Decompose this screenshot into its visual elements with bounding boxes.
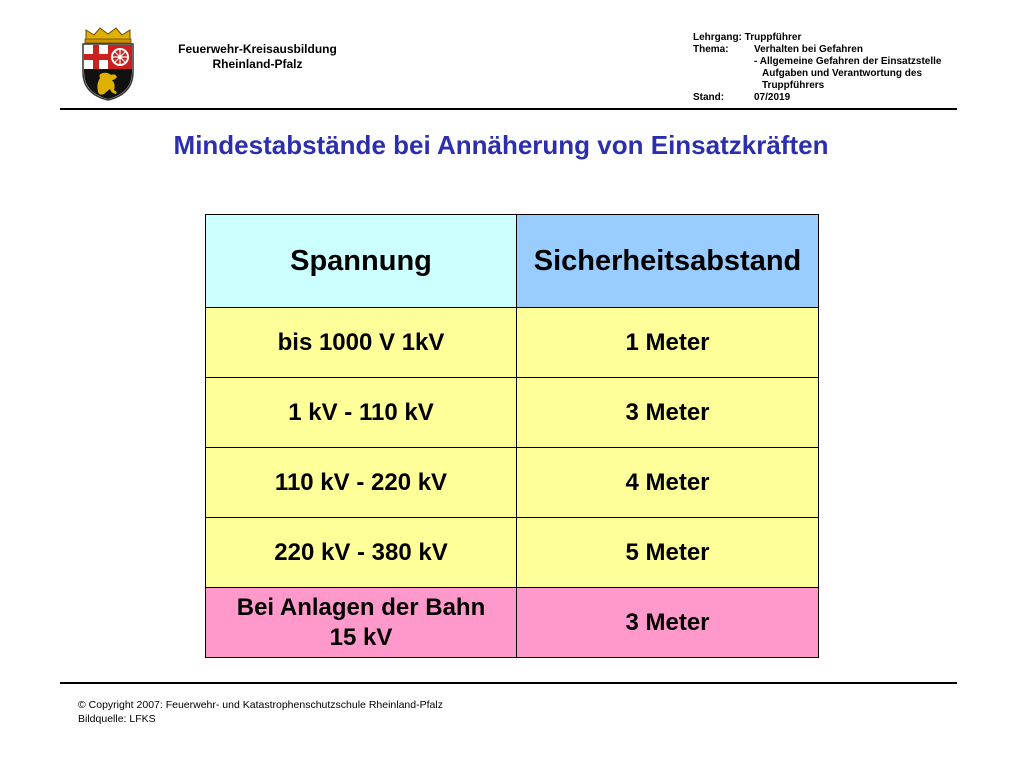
header-divider (60, 108, 957, 110)
bahn-line-1: Bei Anlagen der Bahn (236, 593, 486, 621)
bahn-line-2: 15 kV (329, 623, 393, 651)
table-row (206, 448, 819, 518)
meta-lehrgang: Lehrgang: Truppführer (693, 32, 802, 43)
cell-abstand-bahn: 3 Meter (517, 588, 819, 658)
cell-spannung: bis 1000 V 1kV (206, 308, 517, 378)
table-row-bahn (206, 588, 819, 658)
table-row (206, 518, 819, 588)
cell-spannung: 1 kV - 110 kV (206, 378, 517, 448)
table-row (206, 308, 819, 378)
header-sicherheitsabstand: Sicherheitsabstand (517, 215, 819, 308)
meta-thema-label: Thema: (693, 44, 729, 55)
header-spannung: Spannung (206, 215, 517, 308)
cell-spannung: 110 kV - 220 kV (206, 448, 517, 518)
course-meta (693, 32, 941, 104)
table-header-row (206, 215, 819, 308)
page-title: Mindestabstände bei Annäherung von Einsatzkräften (173, 130, 829, 160)
table-row (206, 378, 819, 448)
meta-thema-value: Verhalten bei Gefahren (754, 44, 863, 55)
meta-stand-value: 07/2019 (754, 92, 791, 103)
coat-of-arms-icon (78, 26, 138, 102)
footer-source: Bildquelle: LFKS (78, 713, 156, 725)
org-line-2: Rheinland-Pfalz (212, 57, 303, 71)
footer (78, 698, 443, 726)
cell-spannung: 220 kV - 380 kV (206, 518, 517, 588)
meta-thema-line2: - Allgemeine Gefahren der Einsatzstelle (754, 56, 942, 67)
cell-abstand: 4 Meter (517, 448, 819, 518)
meta-stand-label: Stand: (693, 92, 725, 103)
footer-copyright: © Copyright 2007: Feuerwehr- und Katastrophenschutzschule Rheinland-Pfalz (78, 699, 443, 711)
footer-divider (60, 682, 957, 684)
organization-name (150, 42, 365, 72)
cell-abstand: 3 Meter (517, 378, 819, 448)
cell-abstand: 5 Meter (517, 518, 819, 588)
meta-thema-line3: Aufgaben und Verantwortung des (762, 68, 923, 79)
meta-thema-line4: Truppführers (762, 80, 825, 91)
cell-abstand: 1 Meter (517, 308, 819, 378)
cell-spannung-bahn (206, 588, 517, 658)
distance-table (205, 214, 819, 658)
org-line-1: Feuerwehr-Kreisausbildung (178, 42, 337, 56)
